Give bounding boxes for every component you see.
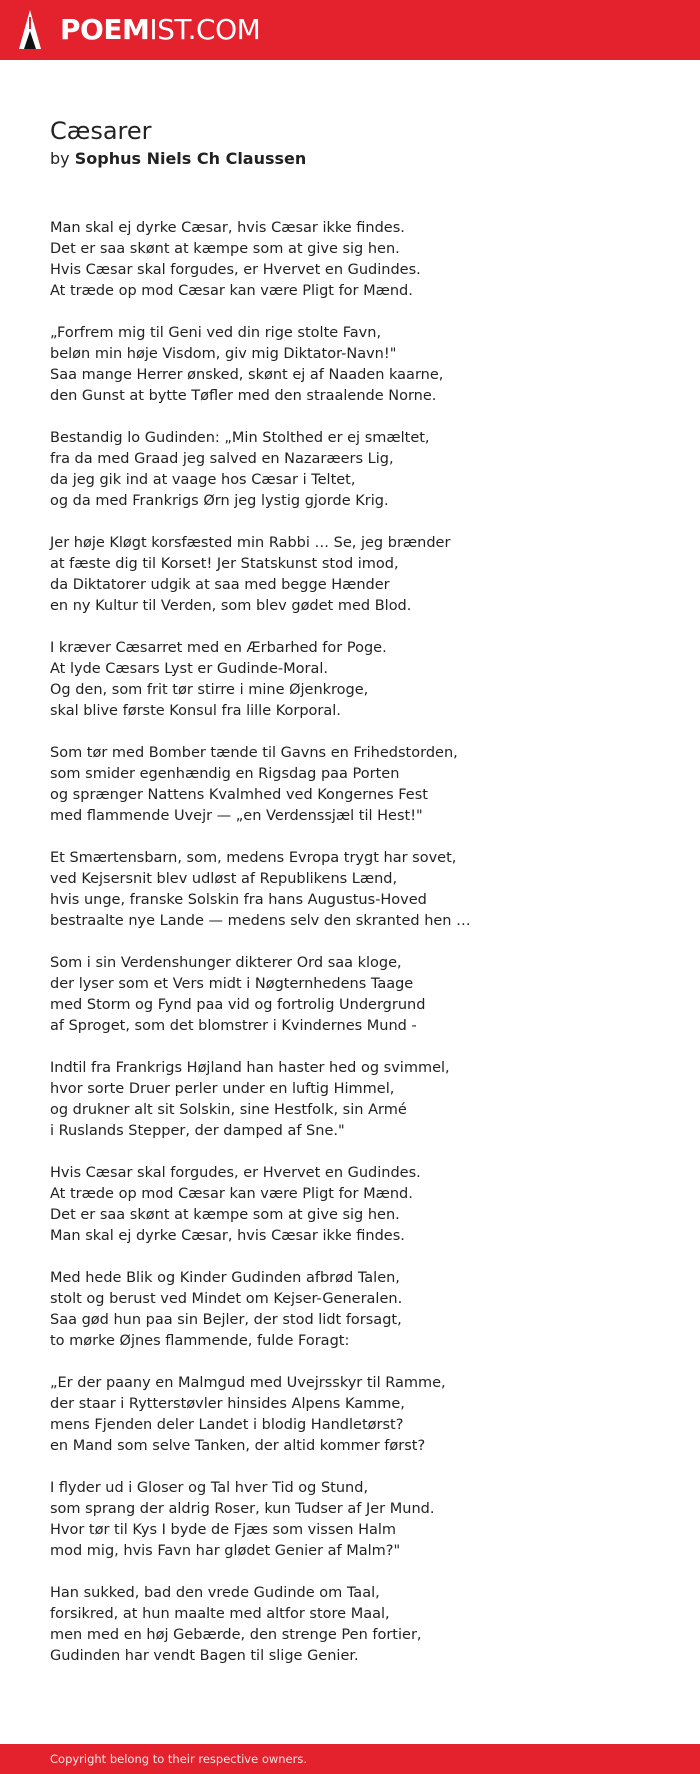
poem-line: men med en høj Gebærde, den strenge Pen fortier, bbox=[50, 1627, 422, 1643]
poem-line: to mørke Øjnes flammende, fulde Foragt: bbox=[50, 1333, 350, 1349]
poem-stanza bbox=[50, 638, 670, 722]
poem-line: som sprang der aldrig Roser, kun Tudser af Jer Mund. bbox=[50, 1501, 435, 1517]
poem-line: stolt og berust ved Mindet om Kejser-Generalen. bbox=[50, 1291, 403, 1307]
poem-line: en ny Kultur til Verden, som blev gødet med Blod. bbox=[50, 598, 412, 614]
poem-line: og sprænger Nattens Kvalmhed ved Kongernes Fest bbox=[50, 787, 428, 803]
poem-line: som smider egenhændig en Rigsdag paa Porten bbox=[50, 766, 400, 782]
poem-line: der lyser som et Vers midt i Nøgternhedens Taage bbox=[50, 976, 414, 992]
poem-line: I kræver Cæsarret med en Ærbarhed for Poge. bbox=[50, 640, 387, 656]
logo-bold-text: POEM bbox=[60, 13, 150, 46]
poem-stanza bbox=[50, 1163, 670, 1247]
poem-line: Saa mange Herrer ønsked, skønt ej af Naaden kaarne, bbox=[50, 367, 444, 383]
poem-line: mod mig, hvis Favn har glødet Genier af Malm?" bbox=[50, 1543, 401, 1559]
poem-line: Gudinden har vendt Bagen til slige Genier. bbox=[50, 1648, 359, 1664]
poem-stanza bbox=[50, 1373, 670, 1457]
poem-line: i Ruslands Stepper, der damped af Sne." bbox=[50, 1123, 345, 1139]
poem-line: Som tør med Bomber tænde til Gavns en Frihedstorden, bbox=[50, 745, 458, 761]
poem-line: ved Kejsersnit blev udløst af Republikens Lænd, bbox=[50, 871, 398, 887]
poem-byline bbox=[50, 148, 306, 170]
poem-line: med Storm og Fynd paa vid og fortrolig Undergrund bbox=[50, 997, 426, 1013]
poem-line: fra da med Graad jeg salved en Nazaræers Lig, bbox=[50, 451, 394, 467]
site-header bbox=[0, 0, 700, 60]
quill-nib-icon[interactable] bbox=[17, 9, 43, 51]
poem-author[interactable]: Sophus Niels Ch Claussen bbox=[74, 149, 307, 168]
poem-line: beløn min høje Visdom, giv mig Diktator-Navn!" bbox=[50, 346, 397, 362]
poem-line: forsikred, at hun maalte med altfor store Maal, bbox=[50, 1606, 390, 1622]
poem-line: Hvor tør til Kys I byde de Fjæs som vissen Halm bbox=[50, 1522, 397, 1538]
poem-line: der staar i Rytterstøvler hinsides Alpens Kamme, bbox=[50, 1396, 405, 1412]
poem-line: da Diktatorer udgik at saa med begge Hænder bbox=[50, 577, 390, 593]
poem-stanza bbox=[50, 848, 670, 932]
poem-line: bestraalte nye Lande — medens selv den skranted hen … bbox=[50, 913, 471, 929]
poem-line: At træde op mod Cæsar kan være Pligt for Mænd. bbox=[50, 283, 413, 299]
poem-stanza bbox=[50, 953, 670, 1037]
poem-stanza bbox=[50, 218, 670, 302]
poem-line: „Er der paany en Malmgud med Uvejrsskyr til Ramme, bbox=[50, 1375, 446, 1391]
poem-stanza bbox=[50, 1478, 670, 1562]
poem-line: I flyder ud i Gloser og Tal hver Tid og Stund, bbox=[50, 1480, 369, 1496]
poem-line: Med hede Blik og Kinder Gudinden afbrød Talen, bbox=[50, 1270, 400, 1286]
copyright-text: Copyright belong to their respective owners. bbox=[50, 1752, 308, 1766]
site-footer bbox=[0, 1744, 700, 1774]
poem-line: At lyde Cæsars Lyst er Gudinde-Moral. bbox=[50, 661, 328, 677]
logo-light-text: IST.COM bbox=[149, 13, 261, 46]
poem-line: hvis unge, franske Solskin fra hans Augustus-Hoved bbox=[50, 892, 427, 908]
poem-line: Hvis Cæsar skal forgudes, er Hvervet en Gudindes. bbox=[50, 262, 421, 278]
poem-line: hvor sorte Druer perler under en luftig Himmel, bbox=[50, 1081, 395, 1097]
poem-stanza bbox=[50, 533, 670, 617]
poem-line: Saa gød hun paa sin Bejler, der stod lidt forsagt, bbox=[50, 1312, 402, 1328]
poem-stanza bbox=[50, 323, 670, 407]
poem-body bbox=[50, 218, 670, 1688]
poem-line: „Forfrem mig til Geni ved din rige stolte Favn, bbox=[50, 325, 382, 341]
by-label: by bbox=[50, 149, 70, 168]
poem-line: at fæste dig til Korset! Jer Statskunst stod imod, bbox=[50, 556, 399, 572]
poem-line: Og den, som frit tør stirre i mine Øjenkroge, bbox=[50, 682, 369, 698]
poem-line: mens Fjenden deler Landet i blodig Handletørst? bbox=[50, 1417, 404, 1433]
poem-title: Cæsarer bbox=[50, 117, 152, 145]
poem-line: den Gunst at bytte Tøfler med den straalende Norne. bbox=[50, 388, 437, 404]
poem-line: da jeg gik ind at vaage hos Cæsar i Teltet, bbox=[50, 472, 356, 488]
poem-stanza bbox=[50, 1268, 670, 1352]
poem-line: og da med Frankrigs Ørn jeg lystig gjorde Krig. bbox=[50, 493, 389, 509]
poem-line: Som i sin Verdenshunger dikterer Ord saa kloge, bbox=[50, 955, 402, 971]
poem-stanza bbox=[50, 1058, 670, 1142]
poem-line: Det er saa skønt at kæmpe som at give sig hen. bbox=[50, 241, 400, 257]
poem-line: Man skal ej dyrke Cæsar, hvis Cæsar ikke findes. bbox=[50, 1228, 405, 1244]
poem-line: Bestandig lo Gudinden: „Min Stolthed er ej smæltet, bbox=[50, 430, 430, 446]
poem-line: At træde op mod Cæsar kan være Pligt for Mænd. bbox=[50, 1186, 413, 1202]
poem-line: Jer høje Kløgt korsfæsted min Rabbi … Se, jeg brænder bbox=[50, 535, 451, 551]
poem-line: med flammende Uvejr — „en Verdenssjæl til Hest!" bbox=[50, 808, 423, 824]
poem-line: og drukner alt sit Solskin, sine Hestfolk, sin Armé bbox=[50, 1102, 407, 1118]
poem-line: skal blive første Konsul fra lille Korporal. bbox=[50, 703, 341, 719]
poem-line: Hvis Cæsar skal forgudes, er Hvervet en Gudindes. bbox=[50, 1165, 421, 1181]
poem-line: Han sukked, bad den vrede Gudinde om Taal, bbox=[50, 1585, 380, 1601]
poem-stanza bbox=[50, 428, 670, 512]
poem-line: Det er saa skønt at kæmpe som at give sig hen. bbox=[50, 1207, 400, 1223]
poem-line: en Mand som selve Tanken, der altid kommer først? bbox=[50, 1438, 426, 1454]
poem-stanza bbox=[50, 743, 670, 827]
poem-line: Man skal ej dyrke Cæsar, hvis Cæsar ikke findes. bbox=[50, 220, 405, 236]
poem-line: af Sproget, som det blomstrer i Kvindernes Mund - bbox=[50, 1018, 417, 1034]
poem-line: Et Smærtensbarn, som, medens Evropa trygt har sovet, bbox=[50, 850, 457, 866]
poem-line: Indtil fra Frankrigs Højland han haster hed og svimmel, bbox=[50, 1060, 450, 1076]
poem-stanza bbox=[50, 1583, 670, 1667]
site-logo[interactable] bbox=[60, 12, 260, 48]
